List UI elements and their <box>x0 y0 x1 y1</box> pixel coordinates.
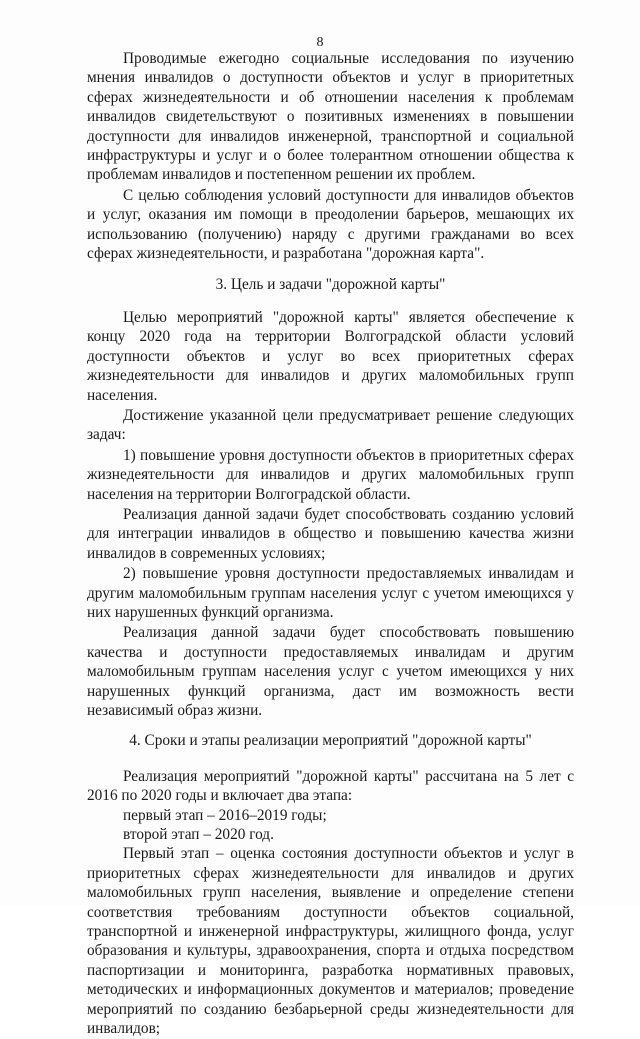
document-body <box>87 49 574 1039</box>
paragraph: Реализация мероприятий "дорожной карты" рассчитана на 5 лет с 2016 по 2020 годы и включает два этапа: <box>87 767 574 805</box>
paragraph: Реализация данной задачи будет способствовать повышению качества и доступности предоставляемых инвалидам и другим маломобильным группам населения услуг с учетом имеющихся у них нарушенных функций организма, даст им возможность вести независимый образ жизни. <box>87 624 574 719</box>
paragraph: С целью соблюдения условий доступности для инвалидов объектов и услуг, оказания им помощи в преодолении барьеров, мешающих их использованию (получению) наряду с другими гражданами во всех сферах жизнедеятельности, и разработана "дорожная карта". <box>87 186 574 263</box>
paragraph: 1) повышение уровня доступности объектов в приоритетных сферах жизнедеятельности для инвалидов и других маломобильных групп населения на территории Волгоградской области. <box>87 446 574 503</box>
paragraph: первый этап – 2016–2019 годы; <box>123 806 327 824</box>
paragraph: Реализация данной задачи будет способствовать созданию условий для интеграции инвалидов в общество и повышению качества жизни инвалидов в современных условиях; <box>87 505 574 562</box>
page-number: 8 <box>316 35 324 50</box>
paragraph: Достижение указанной цели предусматривает решение следующих задач: <box>87 406 574 444</box>
paragraph: Целью мероприятий "дорожной карты" является обеспечение к концу 2020 года на территории Волгоградской области условий доступности объектов и услуг во всех приоритетных сферах жизнедеятельности для инвалидов и других маломобильных групп населения. <box>87 308 574 404</box>
paragraph: 2) повышение уровня доступности предоставляемых инвалидам и другим маломобильным группам населения услуг с учетом имеющихся у них нарушенных функций организма. <box>87 565 574 621</box>
paragraph: Проводимые ежегодно социальные исследования по изучению мнения инвалидов о доступности объектов и услуг в приоритетных сферах жизнедеятельности и об отношении населения к проблемам инвалидов свидетельствуют о позитивных изменениях в повышении доступности для инвалидов инженерной, транспортной и социальной инфраструктуры и услуг и о более толерантном отношении общества к проблемам инвалидов и постепенном решении их проблем. <box>87 50 574 184</box>
section-heading: 3. Цель и задачи "дорожной карты" <box>215 276 446 294</box>
section-heading: 4. Сроки и этапы реализации мероприятий "дорожной карты" <box>129 732 532 750</box>
paragraph: Первый этап – оценка состояния доступности объектов и услуг в приоритетных сферах жизнедеятельности для инвалидов и других маломобильных групп населения, выявление и определение степени соответствия требованиям доступности объектов социальной, транспортной и инженерной инфраструктуры, жилищного фонда, услуг образования и культуры, здравоохранения, спорта и отдыха посредством паспортизации и мониторинга, разработка нормативных правовых, методических и информационных документов и материалов; проведение мероприятий по созданию безбарьерной среды жизнедеятельности для инвалидов; <box>87 845 574 1038</box>
paragraph: второй этап – 2020 год. <box>123 826 274 844</box>
